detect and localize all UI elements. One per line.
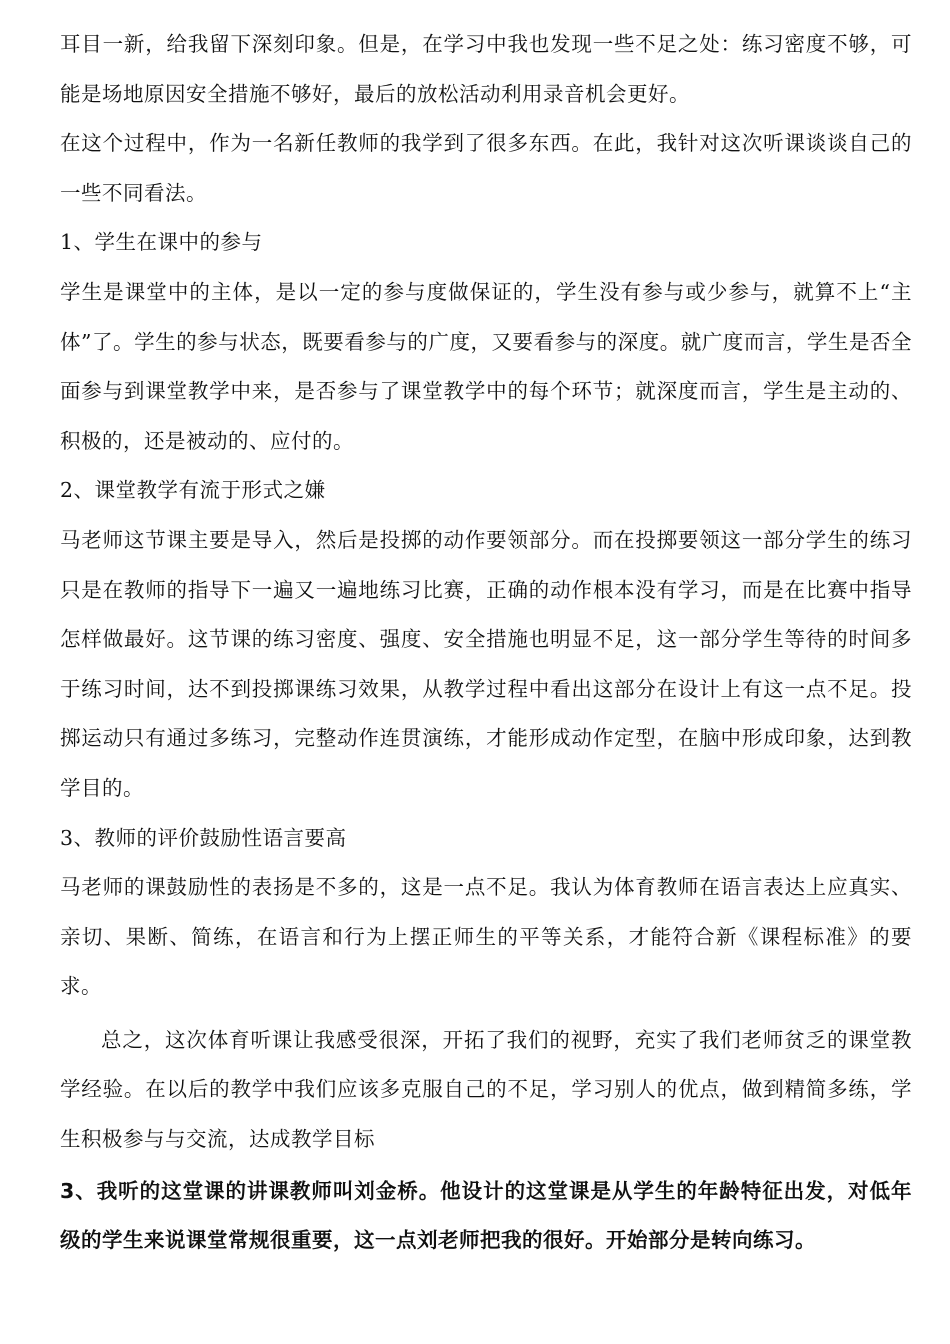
section-heading: 1、学生在课中的参与 [60,230,263,255]
body-paragraph: 马老师的课鼓励性的表扬是不多的，这是一点不足。我认为体育教师在语言表达上应真实、亲切、果断、简练，在语言和行为上摆正师生的平等关系，才能符合新《课程标准》的要求。 [60,875,912,999]
document-page [60,20,912,1266]
body-paragraph: 马老师这节课主要是导入，然后是投掷的动作要领部分。而在投掷要领这一部分学生的练习只是在教师的指导下一遍又一遍地练习比赛，正确的动作根本没有学习，而是在比赛中指导怎样做最好。这节课的练习密度、强度、安全措施也明显不足，这一部分学生等待的时间多于练习时间，达不到投掷课练习效果，从教学过程中看出这部分在设计上有这一点不足。投掷运动只有通过多练习，完整动作连贯演练，才能形成动作定型，在脑中形成印象，达到教学目的。 [60,527,912,800]
body-paragraph: 在这个过程中，作为一名新任教师的我学到了很多东西。在此，我针对这次听课谈谈自己的一些不同看法。 [60,131,912,205]
bold-paragraph: 3、我听的这堂课的讲课教师叫刘金桥。他设计的这堂课是从学生的年龄特征出发，对低年级的学生来说课堂常规很重要，这一点刘老师把我的很好。开始部分是转向练习。 [60,1178,912,1253]
body-paragraph: 学生是课堂中的主体，是以一定的参与度做保证的，学生没有参与或少参与，就算不上“主体”了。学生的参与状态，既要看参与的广度，又要看参与的深度。就广度而言，学生是否全面参与到课堂教学中来，是否参与了课堂教学中的每个环节；就深度而言，学生是主动的、积极的，还是被动的、应付的。 [60,279,912,453]
section-heading: 2、课堂教学有流于形式之嫌 [60,478,326,503]
summary-paragraph: 总之，这次体育听课让我感受很深，开拓了我们的视野，充实了我们老师贫乏的课堂教学经验。在以后的教学中我们应该多克服自己的不足，学习别人的优点，做到精简多练，学生积极参与与交流，达成教学目标 [60,1027,912,1152]
section-heading: 3、教师的评价鼓励性语言要高 [60,825,347,850]
body-paragraph: 耳目一新，给我留下深刻印象。但是，在学习中我也发现一些不足之处：练习密度不够，可能是场地原因安全措施不够好，最后的放松活动利用录音机会更好。 [60,32,912,106]
